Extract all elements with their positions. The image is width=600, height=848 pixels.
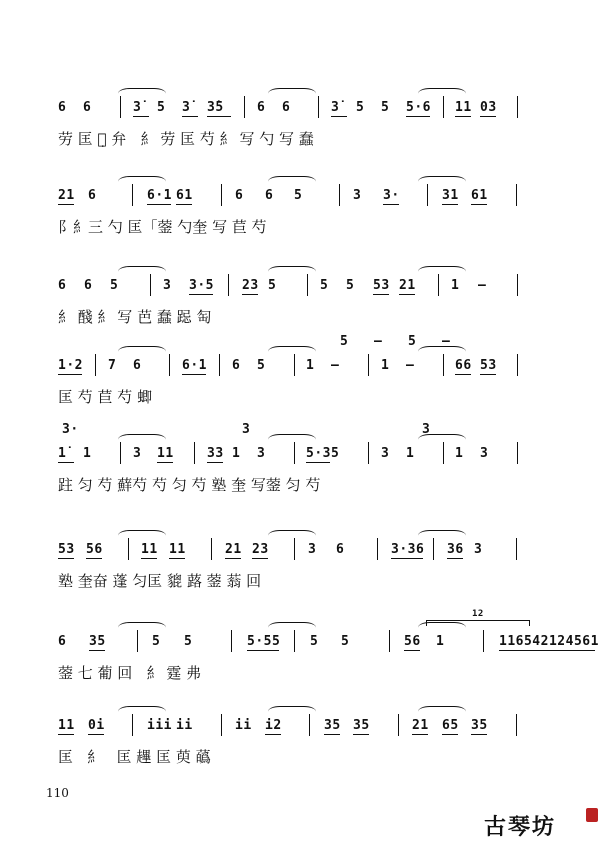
beam-underline [88, 734, 104, 735]
upper-voice-note: 3· [62, 422, 79, 437]
note-token: 33 [207, 446, 224, 461]
beam-underline [306, 462, 330, 463]
beam-underline [442, 734, 458, 735]
tuplet-number: 12 [472, 609, 484, 619]
beam-underline [58, 374, 82, 375]
barline [244, 96, 245, 118]
note-token: 1 [381, 358, 390, 373]
note-token: 35 [353, 718, 370, 733]
note-token: 3̇ [182, 100, 191, 115]
note-token: 116542124561 [499, 634, 599, 649]
beam-underline [207, 116, 231, 117]
note-token: 3 [308, 542, 317, 557]
note-token: 5 [268, 278, 277, 293]
barline [398, 714, 399, 736]
barline [211, 538, 212, 560]
beam-underline [147, 204, 171, 205]
barline [120, 442, 121, 464]
beam-underline [399, 294, 415, 295]
jianpu-line [58, 334, 530, 382]
slur-mark [118, 346, 166, 357]
beam-underline [331, 116, 347, 117]
beam-underline [58, 462, 74, 463]
beam-underline [86, 558, 102, 559]
beam-underline [58, 734, 74, 735]
note-token: ii [235, 718, 252, 733]
note-token: 5 [257, 358, 266, 373]
jianzipu-tablature-line: 跓 匀 芍 蘚芍 芍 匀 芍 塾 奎 写蓥 匀 芍 [58, 476, 321, 494]
note-token: 53 [480, 358, 497, 373]
barline [231, 630, 232, 652]
barline [516, 538, 517, 560]
beam-underline [58, 558, 74, 559]
note-token: 1 [83, 446, 92, 461]
note-token: 61 [176, 188, 193, 203]
note-token: 66 [455, 358, 472, 373]
note-token: 1 [232, 446, 241, 461]
jianpu-line [58, 609, 599, 658]
note-token: 65 [442, 718, 459, 733]
jianpu-line [58, 272, 530, 302]
note-token: 5 [110, 278, 119, 293]
upper-voice-note: – [374, 334, 383, 349]
slur-mark [118, 434, 166, 445]
note-token: 1 [306, 358, 315, 373]
barline [438, 274, 439, 296]
jianzipu-tablature-line: 劳 匡 芍̣ 弁 ⺯ 劳 匡 芍 ⺯ 写 勺 写 蠢 [58, 130, 314, 148]
barline [318, 96, 319, 118]
barline [169, 354, 170, 376]
beam-underline [141, 558, 157, 559]
note-token: 53 [58, 542, 75, 557]
note-token: 03 [480, 100, 497, 115]
beam-underline [480, 116, 496, 117]
beam-underline [176, 204, 192, 205]
beam-underline [404, 650, 420, 651]
beam-underline [383, 204, 399, 205]
slur-mark [268, 434, 316, 445]
note-token: 6 [88, 188, 97, 203]
beam-underline [353, 734, 369, 735]
note-token: 3·36 [391, 542, 425, 557]
barline [517, 274, 518, 296]
note-token: 23 [252, 542, 269, 557]
note-token: – [406, 358, 415, 373]
note-token: 35 [324, 718, 341, 733]
beam-underline [442, 204, 458, 205]
beam-underline [247, 650, 279, 651]
slur-mark [268, 622, 316, 633]
note-token: 11 [169, 542, 186, 557]
barline [443, 354, 444, 376]
barline [443, 96, 444, 118]
slur-mark [268, 530, 316, 541]
barline [132, 184, 133, 206]
note-token: 3 [381, 446, 390, 461]
note-token: 6 [133, 358, 142, 373]
upper-voice-note: 3 [422, 422, 431, 437]
beam-underline [412, 734, 428, 735]
note-token: 5 [381, 100, 390, 115]
barline [368, 442, 369, 464]
barline [389, 630, 390, 652]
note-token: 21 [225, 542, 242, 557]
note-token: 11 [141, 542, 158, 557]
note-token: 6 [83, 100, 92, 115]
barline [377, 538, 378, 560]
note-token: – [331, 358, 340, 373]
note-token: i2 [265, 718, 282, 733]
barline [219, 354, 220, 376]
slur-mark [118, 530, 166, 541]
beam-underline [133, 116, 149, 117]
barline [517, 96, 518, 118]
slur-mark [418, 266, 466, 277]
note-token: 6 [257, 100, 266, 115]
note-token: 3̇ [133, 100, 142, 115]
jianzipu-tablature-line: 塾 奎奋 蓬 匀匡 貔 蕗 蓥 蓊 回 [58, 572, 262, 590]
jianpu-line [58, 182, 530, 212]
upper-voice-note: – [442, 334, 451, 349]
note-token: 6 [84, 278, 93, 293]
slur-mark [268, 706, 316, 717]
jianzipu-tablature-line: 阝⺯三 勺 匡「蓥 勺奎 写 苣 芍 [58, 218, 267, 236]
slur-mark [418, 530, 466, 541]
beam-underline [225, 558, 241, 559]
note-token: 1 [451, 278, 460, 293]
note-token: 5·55 [247, 634, 281, 649]
barline [517, 354, 518, 376]
note-token: iii [147, 718, 172, 733]
jianzipu-tablature-line: 匡 芍 苣 芍 蝍 [58, 388, 153, 406]
beam-underline [265, 734, 281, 735]
upper-voice-note: 5 [408, 334, 417, 349]
note-token: 56 [404, 634, 421, 649]
note-token: 3 [474, 542, 483, 557]
upper-voice-note: 5 [340, 334, 349, 349]
slur-mark [118, 176, 166, 187]
beam-underline [58, 204, 74, 205]
barline [294, 442, 295, 464]
beam-underline [455, 374, 471, 375]
beam-underline [480, 374, 496, 375]
beam-underline [157, 462, 173, 463]
barline [294, 630, 295, 652]
note-token: 5 [184, 634, 193, 649]
note-token: 6 [282, 100, 291, 115]
jianzipu-tablature-line: ⺯ 醆 ⺯ 写 芭 蠢 跽 匋 [58, 308, 212, 326]
note-token: 5 [157, 100, 166, 115]
barline [339, 184, 340, 206]
barline [132, 714, 133, 736]
note-token: ii [176, 718, 193, 733]
note-token: 21 [399, 278, 416, 293]
jianpu-line [58, 422, 530, 470]
slur-mark [418, 88, 466, 99]
slur-mark [268, 176, 316, 187]
barline [137, 630, 138, 652]
note-token: 3 [133, 446, 142, 461]
beam-underline [373, 294, 389, 295]
barline [294, 354, 295, 376]
note-token: 1·2 [58, 358, 83, 373]
barline [194, 442, 195, 464]
note-token: 35 [89, 634, 106, 649]
beam-underline [391, 558, 423, 559]
beam-underline [499, 650, 595, 651]
note-token: 53 [373, 278, 390, 293]
note-token: 6 [265, 188, 274, 203]
note-token: 6·1 [147, 188, 172, 203]
slur-mark [418, 706, 466, 717]
slur-mark [268, 266, 316, 277]
barline [309, 714, 310, 736]
note-token: 23 [242, 278, 259, 293]
slur-mark [118, 266, 166, 277]
barline [368, 354, 369, 376]
note-token: 11 [455, 100, 472, 115]
note-token: 21 [58, 188, 75, 203]
upper-voice-note: 3 [242, 422, 251, 437]
barline [294, 538, 295, 560]
beam-underline [252, 558, 268, 559]
note-token: 6 [58, 634, 67, 649]
barline [516, 714, 517, 736]
note-token: 5·6 [406, 100, 431, 115]
note-token: 5 [320, 278, 329, 293]
note-token: 11 [157, 446, 174, 461]
beam-underline [189, 294, 213, 295]
barline [307, 274, 308, 296]
note-token: 6·1 [182, 358, 207, 373]
slur-mark [268, 346, 316, 357]
beam-underline [447, 558, 463, 559]
seal-stamp [586, 808, 598, 822]
note-token: 5 [331, 446, 340, 461]
note-token: 6 [232, 358, 241, 373]
note-token: 56 [86, 542, 103, 557]
note-token: 3 [163, 278, 172, 293]
beam-underline [169, 558, 185, 559]
barline [516, 184, 517, 206]
barline [128, 538, 129, 560]
barline [427, 184, 428, 206]
barline [228, 274, 229, 296]
note-token: 6 [235, 188, 244, 203]
jianpu-line [58, 536, 530, 566]
note-token: 3 [353, 188, 362, 203]
barline [221, 714, 222, 736]
jianzipu-tablature-line: 蓥 七 葡 回 ⺯ 霆 弗 [58, 664, 202, 682]
note-token: 5 [341, 634, 350, 649]
note-token: 6 [336, 542, 345, 557]
note-token: 0i [88, 718, 105, 733]
beam-underline [455, 116, 471, 117]
note-token: 11 [58, 718, 75, 733]
note-token: 5 [294, 188, 303, 203]
note-token: 3·5 [189, 278, 214, 293]
note-token: 61 [471, 188, 488, 203]
note-token: 1 [455, 446, 464, 461]
barline [95, 354, 96, 376]
tuplet-bracket [426, 609, 530, 627]
beam-underline [207, 462, 223, 463]
note-token: 3· [383, 188, 400, 203]
jianpu-line [58, 712, 530, 742]
slur-mark [118, 706, 166, 717]
note-token: 3 [480, 446, 489, 461]
note-token: – [478, 278, 487, 293]
note-token: 21 [412, 718, 429, 733]
beam-underline [406, 116, 430, 117]
note-token: 5·3 [306, 446, 331, 461]
barline [150, 274, 151, 296]
beam-underline [242, 294, 258, 295]
barline [517, 442, 518, 464]
note-token: 5 [152, 634, 161, 649]
beam-underline [471, 734, 487, 735]
jianpu-line [58, 94, 530, 124]
beam-underline [182, 374, 206, 375]
note-token: 1̇ [58, 446, 67, 461]
note-token: 3 [257, 446, 266, 461]
note-token: 35 [471, 718, 488, 733]
slur-mark [268, 88, 316, 99]
slur-mark [418, 176, 466, 187]
page-number: 110 [46, 786, 69, 800]
barline [433, 538, 434, 560]
beam-underline [89, 650, 105, 651]
brand-logo: 古琴坊 [484, 814, 557, 840]
barline [120, 96, 121, 118]
note-token: 3̇ [331, 100, 340, 115]
barline [221, 184, 222, 206]
note-token: 1 [406, 446, 415, 461]
note-token: 5 [356, 100, 365, 115]
note-token: 31 [442, 188, 459, 203]
beam-underline [324, 734, 340, 735]
beam-underline [182, 116, 198, 117]
slur-mark [118, 622, 166, 633]
note-token: 6 [58, 100, 67, 115]
jianzipu-tablature-line: 匡 ⺯ 匡 䟆 匡 萸 蘤 [58, 748, 211, 766]
barline [443, 442, 444, 464]
note-token: 5 [346, 278, 355, 293]
note-token: 1 [436, 634, 445, 649]
barline [483, 630, 484, 652]
note-token: 36 [447, 542, 464, 557]
note-token: 3̇5 [207, 100, 224, 115]
slur-mark [118, 88, 166, 99]
note-token: 6 [58, 278, 67, 293]
note-token: 7 [108, 358, 117, 373]
beam-underline [471, 204, 487, 205]
note-token: 5 [310, 634, 319, 649]
